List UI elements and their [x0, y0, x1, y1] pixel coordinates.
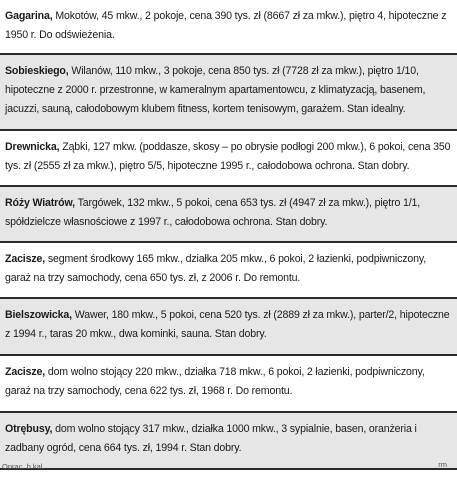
- listing-details: dom wolno stojący 220 mkw., działka 718 mkw., 6 pokoi, 2 łazienki, podpiwniczony, garaż na trzy samochody, cena 622 tys. zł, 1968 r. Do remontu.: [5, 366, 425, 397]
- listing-street: Sobieskiego,: [5, 65, 69, 77]
- source-credit: Oprac. b.kal.: [2, 462, 45, 471]
- listing-entry: [0, 243, 457, 297]
- listing-entry: [0, 0, 457, 53]
- author-initials: rm: [438, 460, 447, 469]
- listing-details: segment środkowy 165 mkw., działka 205 mkw., 6 pokoi, 2 łazienki, podpiwniczony, garaż na trzy samochody, cena 650 tys. zł, z 2006 r. Do remontu.: [5, 253, 427, 284]
- listing-street: Zacisze,: [5, 366, 46, 378]
- listing-entry: [0, 299, 457, 354]
- listing-street: Róży Wiatrów,: [5, 197, 75, 209]
- footer: [0, 460, 457, 474]
- listing-entry: [0, 187, 457, 241]
- listing-street: Gagarina,: [5, 10, 53, 22]
- listing-entry: [0, 356, 457, 411]
- listing-entry: [0, 131, 457, 185]
- listing-entry: [0, 55, 457, 129]
- listing-street: Drewnicka,: [5, 141, 60, 153]
- listing-street: Zacisze,: [5, 253, 46, 265]
- listing-details: dom wolno stojący 317 mkw., działka 1000 mkw., 3 sypialnie, basen, oranżeria i zadbany ogród, cena 664 tys. zł, 1994 r. Stan dobry.: [5, 423, 417, 454]
- listing-details: Ząbki, 127 mkw. (poddasze, skosy – po obrysie podłogi 200 mkw.), 6 pokoi, cena 350 tys. zł (2555 zł za mkw.), piętro 5/5, hipoteczne 1995 r., całodobowa ochrona. Stan dobry.: [5, 141, 451, 172]
- listing-street: Otrębusy,: [5, 423, 53, 435]
- listing-details: Targówek, 132 mkw., 5 pokoi, cena 653 tys. zł (4947 zł za mkw.), piętro 1/1, spółdzielcze własnościowe z 1997 r., całodobowa ochrona. Stan dobry.: [5, 197, 421, 228]
- listing-details: Wilanów, 110 mkw., 3 pokoje, cena 850 tys. zł (7728 zł za mkw.), piętro 1/10, hipoteczne z 2000 r. przestronne, w kameralnym apartamentowcu, z klimatyzacją, basenem, jacuzzi, sauną, całodobowym klubem fitness, kortem tenisowym, garażem. Stan idealny.: [5, 65, 426, 115]
- listing-details: Wawer, 180 mkw., 5 pokoi, cena 520 tys. zł (2889 zł za mkw.), parter/2, hipoteczne z 1994 r., taras 20 mkw., dwa kominki, sauna. Stan dobry.: [5, 309, 450, 340]
- listing-street: Bielszowicka,: [5, 309, 72, 321]
- listing-details: Mokotów, 45 mkw., 2 pokoje, cena 390 tys. zł (8667 zł za mkw.), piętro 4, hipoteczne z 1950 r. Do odświeżenia.: [5, 10, 447, 41]
